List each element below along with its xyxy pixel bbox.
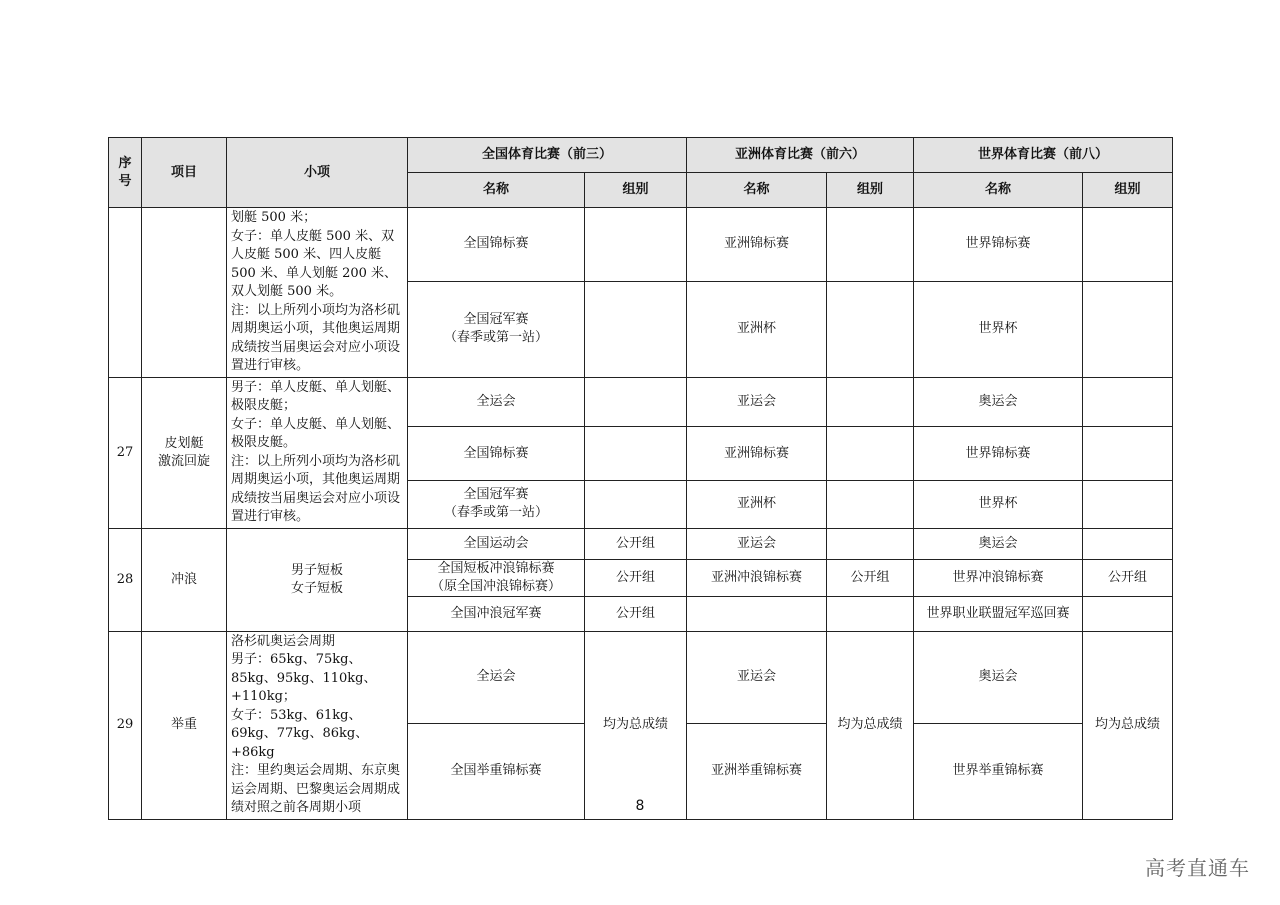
cell-asian-group <box>827 481 914 528</box>
cell-asian-group <box>827 596 914 631</box>
cell-national-name: 全国运动会 <box>408 528 585 559</box>
cell-national-group: 均为总成绩 <box>585 631 687 819</box>
cell-asian-name: 亚运会 <box>687 528 827 559</box>
cell-national-name: 全国短板冲浪锦标赛 （原全国冲浪锦标赛） <box>408 559 585 596</box>
cell-seq: 27 <box>109 377 142 528</box>
cell-national-group <box>585 208 687 282</box>
header-national: 全国体育比赛（前三） <box>408 138 687 173</box>
cell-world-group <box>1083 281 1173 377</box>
cell-world-name: 世界杯 <box>914 481 1083 528</box>
cell-national-name: 全运会 <box>408 631 585 724</box>
page-number: 8 <box>635 798 645 814</box>
cell-asian-group: 均为总成绩 <box>827 631 914 819</box>
cell-world-group <box>1083 426 1173 480</box>
cell-asian-group <box>827 281 914 377</box>
cell-asian-group <box>827 377 914 426</box>
cell-national-name: 全国锦标赛 <box>408 426 585 480</box>
cell-national-group: 公开组 <box>585 528 687 559</box>
cell-seq: 28 <box>109 528 142 631</box>
cell-asian-name: 亚洲杯 <box>687 281 827 377</box>
header-world-name: 名称 <box>914 173 1083 208</box>
cell-asian-name: 亚洲杯 <box>687 481 827 528</box>
cell-national-group <box>585 377 687 426</box>
cell-world-name: 奥运会 <box>914 528 1083 559</box>
cell-seq: 29 <box>109 631 142 819</box>
cell-world-name: 世界杯 <box>914 281 1083 377</box>
cell-national-group: 公开组 <box>585 559 687 596</box>
qualification-table <box>108 137 1173 820</box>
cell-national-group <box>585 281 687 377</box>
cell-sub: 划艇 500 米； 女子：单人皮艇 500 米、双人皮艇 500 米、四人皮艇 500 米、单人划艇 200 米、双人划艇 500 米。 注：以上所列小项均为洛杉矶周期奥运小项，其他奥运周期成绩按当届奥运会对应小项设置进行审核。 <box>227 208 408 378</box>
cell-asian-group <box>827 208 914 282</box>
cell-world-group <box>1083 208 1173 282</box>
cell-world-group <box>1083 528 1173 559</box>
header-asian: 亚洲体育比赛（前六） <box>687 138 914 173</box>
cell-asian-name: 亚洲举重锦标赛 <box>687 724 827 819</box>
cell-national-group <box>585 426 687 480</box>
cell-national-name: 全国举重锦标赛 <box>408 724 585 819</box>
cell-asian-name: 亚洲锦标赛 <box>687 426 827 480</box>
cell-national-name: 全国冲浪冠军赛 <box>408 596 585 631</box>
header-national-group: 组别 <box>585 173 687 208</box>
cell-world-group: 均为总成绩 <box>1083 631 1173 819</box>
header-asian-name: 名称 <box>687 173 827 208</box>
header-world-group: 组别 <box>1083 173 1173 208</box>
cell-world-name: 世界锦标赛 <box>914 426 1083 480</box>
cell-item: 冲浪 <box>142 528 227 631</box>
header-national-name: 名称 <box>408 173 585 208</box>
cell-asian-name <box>687 596 827 631</box>
cell-national-group <box>585 481 687 528</box>
cell-asian-group <box>827 528 914 559</box>
cell-national-name: 全国锦标赛 <box>408 208 585 282</box>
cell-world-group: 公开组 <box>1083 559 1173 596</box>
cell-item <box>142 208 227 378</box>
cell-sub: 洛杉矶奥运会周期 男子：65kg、75kg、85kg、95kg、110kg、+110kg； 女子：53kg、61kg、69kg、77kg、86kg、+86kg 注：里约奥运会周期、东京奥运会周期、巴黎奥运会周期成绩对照之前各周期小项 <box>227 631 408 819</box>
cell-asian-group <box>827 426 914 480</box>
cell-world-name: 世界锦标赛 <box>914 208 1083 282</box>
cell-seq <box>109 208 142 378</box>
cell-national-group: 公开组 <box>585 596 687 631</box>
header-world: 世界体育比赛（前八） <box>914 138 1173 173</box>
cell-asian-name: 亚洲锦标赛 <box>687 208 827 282</box>
cell-item: 皮划艇 激流回旋 <box>142 377 227 528</box>
cell-asian-name: 亚运会 <box>687 631 827 724</box>
cell-world-name: 奥运会 <box>914 377 1083 426</box>
cell-world-name: 奥运会 <box>914 631 1083 724</box>
header-sub: 小项 <box>227 138 408 208</box>
cell-world-name: 世界举重锦标赛 <box>914 724 1083 819</box>
cell-world-name: 世界冲浪锦标赛 <box>914 559 1083 596</box>
cell-asian-name: 亚洲冲浪锦标赛 <box>687 559 827 596</box>
cell-world-name: 世界职业联盟冠军巡回赛 <box>914 596 1083 631</box>
header-asian-group: 组别 <box>827 173 914 208</box>
cell-asian-group: 公开组 <box>827 559 914 596</box>
cell-world-group <box>1083 596 1173 631</box>
watermark: 高考直通车 <box>1145 856 1250 880</box>
cell-item: 举重 <box>142 631 227 819</box>
cell-world-group <box>1083 377 1173 426</box>
cell-sub: 男子短板 女子短板 <box>227 528 408 631</box>
header-item: 项目 <box>142 138 227 208</box>
cell-asian-name: 亚运会 <box>687 377 827 426</box>
cell-sub: 男子：单人皮艇、单人划艇、极限皮艇； 女子：单人皮艇、单人划艇、极限皮艇。 注：以上所列小项均为洛杉矶周期奥运小项，其他奥运周期成绩按当届奥运会对应小项设置进行审核。 <box>227 377 408 528</box>
cell-national-name: 全国冠军赛 （春季或第一站） <box>408 481 585 528</box>
cell-national-name: 全国冠军赛 （春季或第一站） <box>408 281 585 377</box>
header-seq: 序 号 <box>109 138 142 208</box>
cell-world-group <box>1083 481 1173 528</box>
cell-national-name: 全运会 <box>408 377 585 426</box>
